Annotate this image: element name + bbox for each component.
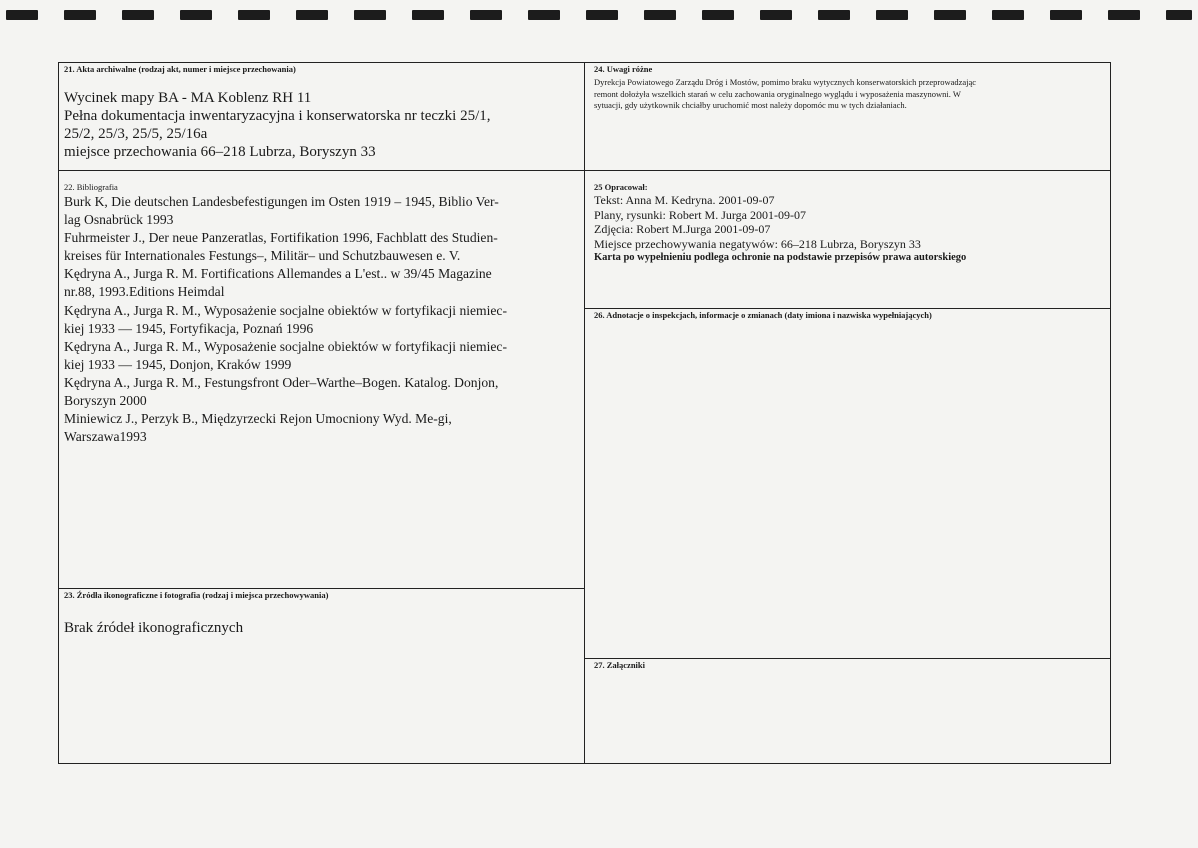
- section-label: 23. Źródła ikonograficzne i fotografia (rodzaj i miejsca przechowywania): [64, 590, 329, 600]
- prepared-by-text: [594, 193, 1106, 251]
- binder-hole: [122, 10, 154, 20]
- section-label: 21. Akta archiwalne (rodzaj akt, numer i miejsce przechowania): [64, 64, 296, 74]
- section-label: 26. Adnotacje o inspekcjach, informacje o zmianach (daty imiona i nazwiska wypełniających): [594, 310, 932, 320]
- text-line: Burk K, Die deutschen Landesbefestigungen im Osten 1919 – 1945, Biblio Ver-: [64, 194, 499, 209]
- text-line: Kędryna A., Jurga R. M. Fortifications Allemandes a L'est.. w 39/45 Magazine: [64, 266, 492, 282]
- binder-hole: [238, 10, 270, 20]
- section-label: 24. Uwagi różne: [594, 64, 653, 74]
- binder-hole: [6, 10, 38, 20]
- binder-hole: [876, 10, 908, 20]
- bibliography-text: [64, 193, 582, 446]
- section-archival-records: [64, 64, 580, 161]
- binder-hole: [412, 10, 444, 20]
- text-line: Warszawa1993: [64, 429, 147, 445]
- binder-hole: [528, 10, 560, 20]
- section-attachments: [594, 660, 1106, 671]
- binder-hole: [934, 10, 966, 20]
- binder-hole: [992, 10, 1024, 20]
- text-line: Pełna dokumentacja inwentaryzacyjna i konserwatorska nr teczki 25/1,: [64, 108, 491, 124]
- text-line: remont dołożyła wszelkich starań w celu zachowania oryginalnego wyglądu i wyposażenia maszynowni. W: [594, 88, 961, 99]
- binder-hole: [760, 10, 792, 20]
- remarks-text: [594, 77, 1106, 112]
- binder-hole: [64, 10, 96, 20]
- text-line: Kędryna A., Jurga R. M., Wyposażenie socjalne obiektów w fortyfikacji niemiec-: [64, 338, 507, 354]
- text-line: Wycinek mapy BA - MA Koblenz RH 11: [64, 90, 312, 106]
- binder-hole: [470, 10, 502, 20]
- iconographic-text: Brak źródeł ikonograficznych: [64, 620, 244, 636]
- text-line: 25/2, 25/3, 25/5, 25/16a: [64, 126, 208, 142]
- binder-hole: [818, 10, 850, 20]
- text-line: kiej 1933 — 1945, Fortyfikacja, Poznań 1996: [64, 320, 314, 336]
- binder-holes: [0, 10, 1198, 22]
- copyright-notice: Karta po wypełnieniu podlega ochronie na podstawie przepisów prawa autorskiego: [594, 252, 967, 263]
- section-bibliography: [64, 182, 582, 446]
- binder-hole: [586, 10, 618, 20]
- text-line: kreises für Internationales Festungs–, Militär– und Schutzbauwesen e. V.: [64, 248, 461, 264]
- binder-hole: [1050, 10, 1082, 20]
- text-line: Dyrekcja Powiatowego Zarządu Dróg i Mostów, pomimo braku wytycznych konserwatorskich przeprowadzając: [594, 77, 977, 87]
- text-line: Tekst: Anna M. Kedryna. 2001-09-07: [594, 193, 775, 207]
- binder-hole: [1166, 10, 1192, 20]
- text-line: Miniewicz J., Perzyk B., Międzyrzecki Rejon Umocniony Wyd. Me-gi,: [64, 411, 452, 427]
- text-line: Miejsce przechowywania negatywów: 66–218 Lubrza, Boryszyn 33: [594, 236, 921, 251]
- binder-hole: [702, 10, 734, 20]
- row-divider-attachments: [584, 658, 1111, 659]
- binder-hole: [354, 10, 386, 20]
- section-label: 27. Załączniki: [594, 660, 646, 670]
- archival-text: [64, 89, 580, 161]
- text-line: miejsce przechowania 66–218 Lubrza, Boryszyn 33: [64, 144, 376, 160]
- binder-hole: [1108, 10, 1140, 20]
- text-line: Kędryna A., Jurga R. M., Wyposażenie socjalne obiektów w fortyfikacji niemiec-: [64, 302, 507, 318]
- text-line: Fuhrmeister J., Der neue Panzeratlas, Fortifikation 1996, Fachblatt des Studien-: [64, 230, 498, 246]
- text-line: lag Osnabrück 1993: [64, 212, 174, 228]
- text-line: nr.88, 1993.Editions Heimdal: [64, 284, 225, 300]
- binder-hole: [296, 10, 328, 20]
- section-remarks: [594, 64, 1106, 112]
- text-line: kiej 1933 — 1945, Donjon, Kraków 1999: [64, 356, 292, 372]
- row-divider-left: [58, 588, 584, 589]
- row-divider-right: [584, 308, 1111, 309]
- section-label: 25 Opracował:: [594, 182, 648, 192]
- text-line: sytuacji, gdy użytkownik chciałby uruchomić most należy dopomóc mu w tych działaniach.: [594, 100, 907, 110]
- section-prepared-by: [594, 182, 1106, 264]
- section-inspection-notes: [594, 310, 1106, 321]
- text-line: Plany, rysunki: Robert M. Jurga 2001-09-07: [594, 207, 806, 222]
- row-divider-1: [58, 170, 1111, 171]
- text-line: Zdjęcia: Robert M.Jurga 2001-09-07: [594, 222, 771, 236]
- text-line: Boryszyn 2000: [64, 393, 147, 409]
- text-line: Kędryna A., Jurga R. M., Festungsfront Oder–Warthe–Bogen. Katalog. Donjon,: [64, 374, 499, 390]
- binder-hole: [644, 10, 676, 20]
- section-iconographic-sources: [64, 590, 580, 637]
- section-label: 22. Bibliografia: [64, 182, 118, 192]
- binder-hole: [180, 10, 212, 20]
